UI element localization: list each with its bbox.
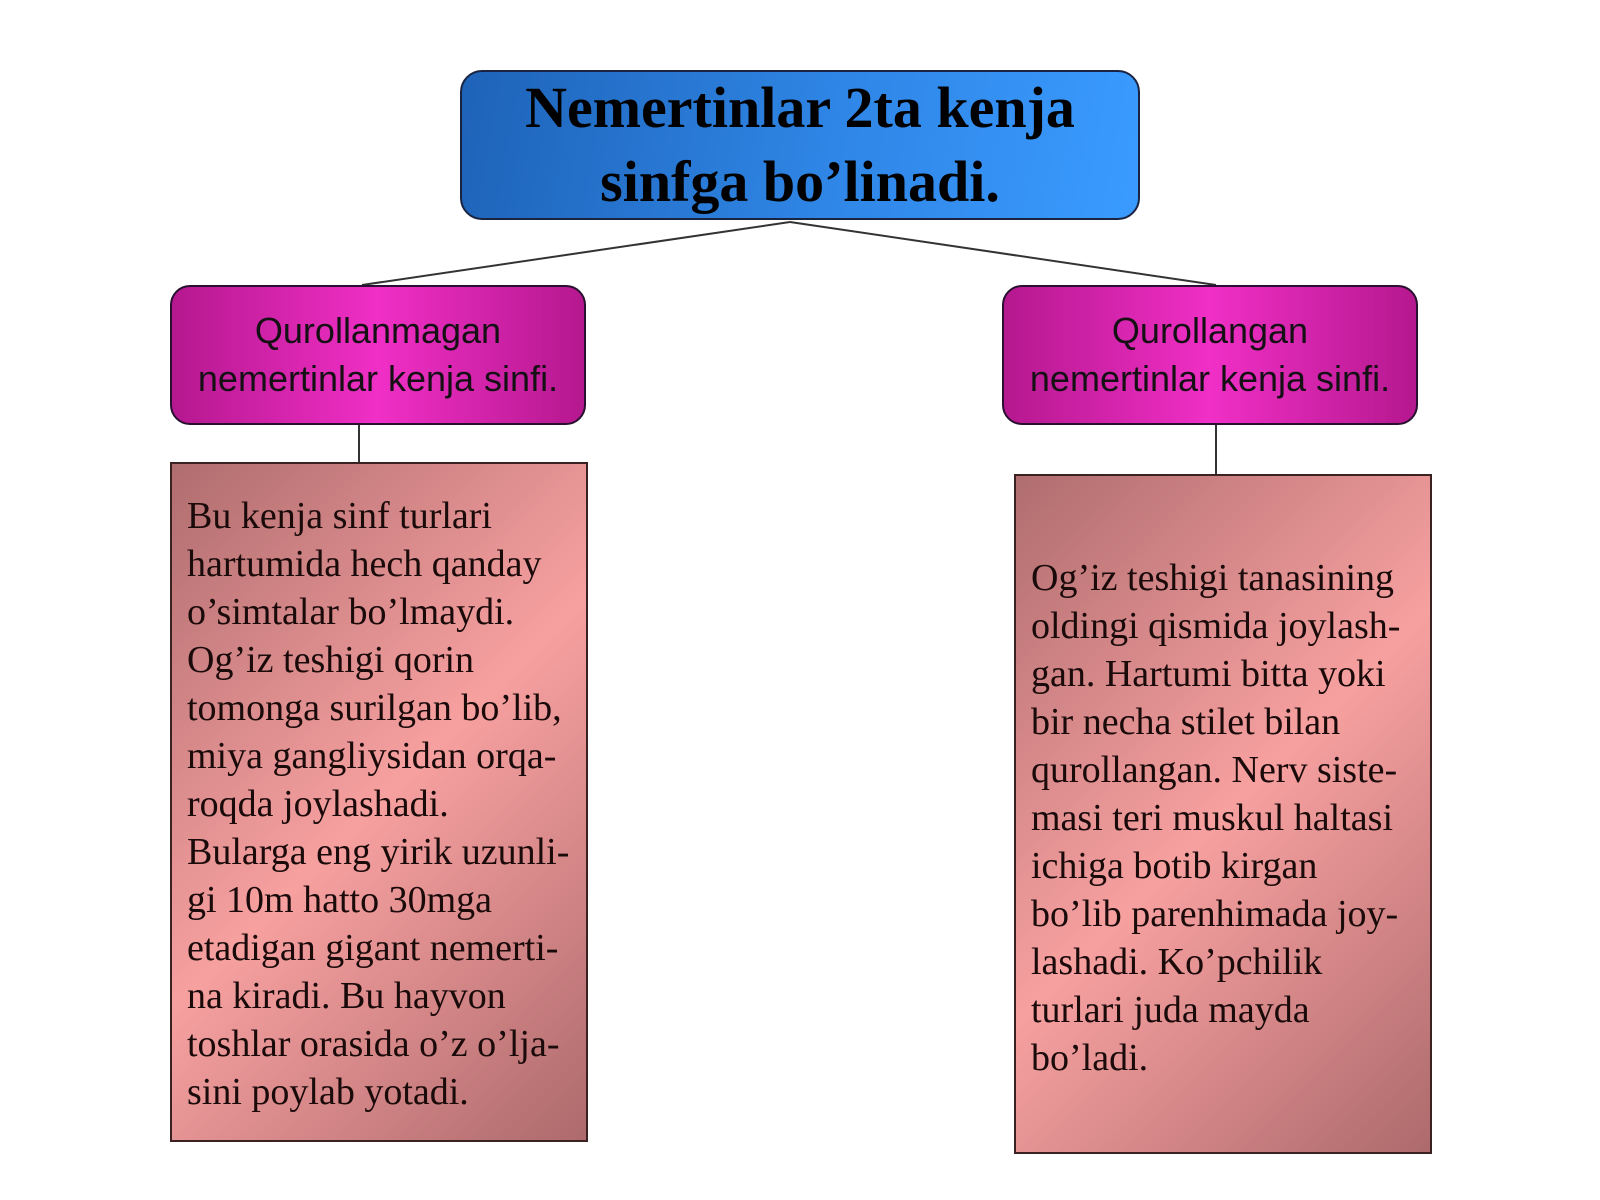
branch-node-unarmed [170,285,586,425]
description-text-armed: Og’iz teshigi tanasining oldingi qismida joylash- gan. Hartumi bitta yoki bir necha stilet bilan qurollangan. Nerv siste- masi teri muskul haltasi ichiga botib kirgan bo’lib parenhimada joy- lashadi. Ko’pchilik turlari juda mayda bo’ladi. [1031,557,1401,1079]
root-node [460,70,1140,220]
branch-node-armed [1002,285,1418,425]
description-text-unarmed: Bu kenja sinf turlari hartumida hech qanday o’simtalar bo’lmaydi. Og’iz teshigi qorin tomonga surilgan bo’lib, miya gangliysidan orqa- roqda joylashadi. Bularga eng yirik uzunli- gi 10m hatto 30mga etadigan gigant nemerti- na kiradi. Bu hayvon toshlar orasida o’z o’lja- sini poylab yotadi. [187,495,570,1113]
connector-root-left [362,222,790,285]
root-title: Nemertinlar 2ta kenja sinfga bo’linadi. [525,75,1075,214]
description-box-unarmed [170,462,588,1142]
connector-root-right [790,222,1216,285]
branch-label-armed: Qurollangan nemertinlar kenja sinfi. [1029,310,1391,399]
description-box-armed [1014,474,1432,1154]
branch-label-unarmed: Qurollanmagan nemertinlar kenja sinfi. [197,310,559,399]
